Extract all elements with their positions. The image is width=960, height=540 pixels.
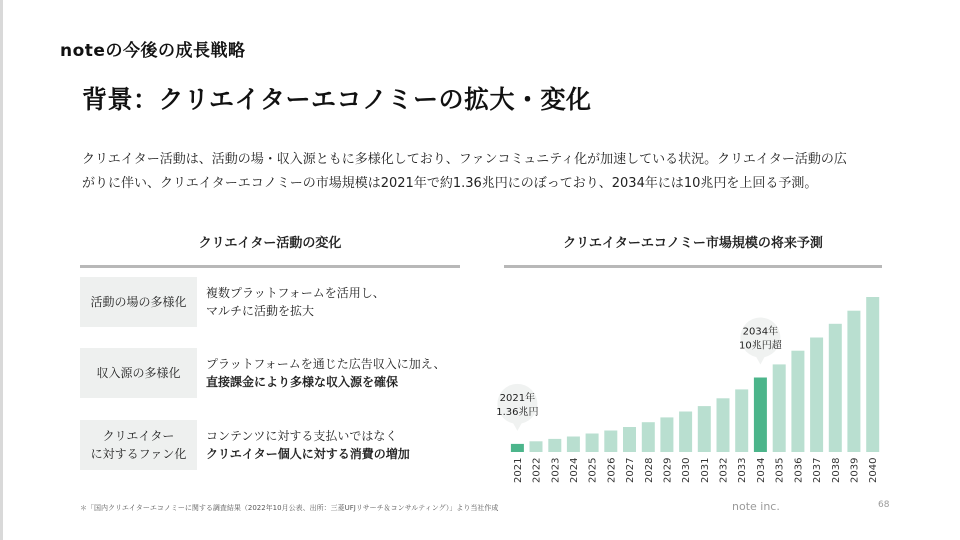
- bar-2030: [679, 412, 692, 453]
- change-row-text: [206, 284, 466, 320]
- market-size-bar-chart: [496, 280, 896, 490]
- row-text-line-1: プラットフォームを通じた広告収入に加え、: [206, 357, 446, 371]
- x-tick-label: 2032: [718, 457, 730, 483]
- annotation-bubble-pointer: [755, 356, 765, 365]
- page-number: 68: [878, 500, 890, 510]
- bar-2033: [735, 389, 748, 452]
- bar-2032: [717, 398, 730, 452]
- bar-2037: [810, 338, 823, 453]
- x-tick-label: 2040: [868, 457, 880, 483]
- brand-logo: note inc.: [732, 500, 780, 513]
- x-tick-label: 2024: [568, 457, 580, 483]
- row-text-line-1: 複数プラットフォームを活用し、: [206, 286, 385, 300]
- page-title: 背景：クリエイターエコノミーの拡大・変化: [82, 85, 592, 114]
- row-text-line-2: クリエイター個人に対する消費の増加: [206, 447, 410, 461]
- annotation-value: 1.36兆円: [496, 406, 539, 418]
- description-line-1: クリエイター活動は、活動の場・収入源ともに多様化しており、ファンコミュニティ化が加速している状況。クリエイター活動の広: [82, 152, 847, 167]
- row-label-line-1: 収入源の多様化: [96, 366, 181, 380]
- change-row-label: [80, 420, 197, 470]
- bar-2022: [530, 441, 543, 452]
- x-tick-label: 2035: [774, 457, 786, 483]
- bar-2035: [773, 364, 786, 452]
- x-tick-label: 2036: [793, 457, 805, 483]
- annotation-year: 2034年: [742, 326, 779, 338]
- description-line-2: がりに伴い、クリエイターエコノミーの市場規模は2021年で約1.36兆円にのぼっており、2034年には10兆円を上回る予測。: [82, 176, 818, 191]
- x-tick-label: 2029: [662, 457, 674, 483]
- annotation-bubble-pointer: [512, 422, 522, 431]
- bar-2027: [623, 427, 636, 452]
- x-tick-label: 2027: [625, 457, 636, 483]
- row-text-line-1: コンテンツに対する支払いではなく: [206, 429, 398, 443]
- right-panel-rule: [504, 265, 882, 268]
- bar-2029: [660, 417, 673, 452]
- row-text-line-2: マルチに活動を拡大: [206, 304, 315, 318]
- change-row-activity-venue: [80, 277, 460, 327]
- change-row-fandom: [80, 420, 460, 470]
- x-tick-label: 2026: [606, 457, 618, 483]
- bar-2023: [548, 439, 561, 452]
- x-tick-label: 2023: [550, 457, 562, 483]
- row-text-line-2: 直接課金により多様な収入源を確保: [206, 375, 399, 389]
- x-tick-label: 2039: [849, 457, 861, 483]
- row-label-line-1: 活動の場の多様化: [90, 295, 187, 309]
- x-tick-label: 2034: [755, 457, 767, 483]
- x-tick-label: 2033: [737, 457, 749, 483]
- x-tick-label: 2025: [587, 457, 599, 483]
- change-row-text: [206, 427, 466, 463]
- annotation-year: 2021年: [499, 392, 536, 404]
- row-label-line-1: クリエイター: [102, 429, 175, 443]
- annotation-bubble: [739, 318, 782, 365]
- bar-2036: [791, 351, 804, 452]
- change-row-label: [80, 348, 197, 398]
- bar-2031: [698, 406, 711, 452]
- row-label-line-2: に対するファン化: [90, 447, 187, 461]
- change-row-text: [206, 355, 466, 391]
- bar-2025: [586, 434, 599, 453]
- left-panel-rule: [80, 265, 460, 268]
- change-row-label: [80, 277, 197, 327]
- bar-2039: [847, 311, 860, 452]
- change-row-income: [80, 348, 460, 398]
- annotation-value: 10兆円超: [739, 340, 782, 352]
- x-tick-label: 2028: [643, 457, 655, 483]
- left-panel-title: クリエイター活動の変化: [198, 236, 342, 251]
- x-tick-label: 2038: [830, 457, 842, 483]
- section-title: noteの今後の成長戦略: [60, 41, 246, 61]
- x-tick-label: 2022: [531, 457, 543, 483]
- annotation-bubble: [496, 384, 538, 431]
- footnote: ＊「国内クリエイターエコノミーに関する調査結果（2022年10月公表、出所：三菱UFJリサーチ＆コンサルティング）」より当社作成: [80, 504, 499, 512]
- x-tick-label: 2037: [812, 457, 824, 483]
- annotation-bubble-circle: [740, 318, 780, 358]
- bar-2040: [866, 297, 879, 452]
- bar-2038: [829, 324, 842, 452]
- x-tick-label: 2030: [681, 457, 693, 483]
- bar-2034: [754, 378, 767, 453]
- right-panel-title: クリエイターエコノミー市場規模の将来予測: [563, 236, 823, 251]
- left-edge-divider: [0, 0, 3, 540]
- x-tick-label: 2021: [512, 457, 524, 483]
- description: [82, 148, 922, 196]
- x-tick-label: 2031: [699, 457, 711, 483]
- bar-2028: [642, 422, 655, 452]
- bar-2026: [604, 431, 617, 453]
- bar-2024: [567, 437, 580, 453]
- bar-2021: [511, 444, 524, 452]
